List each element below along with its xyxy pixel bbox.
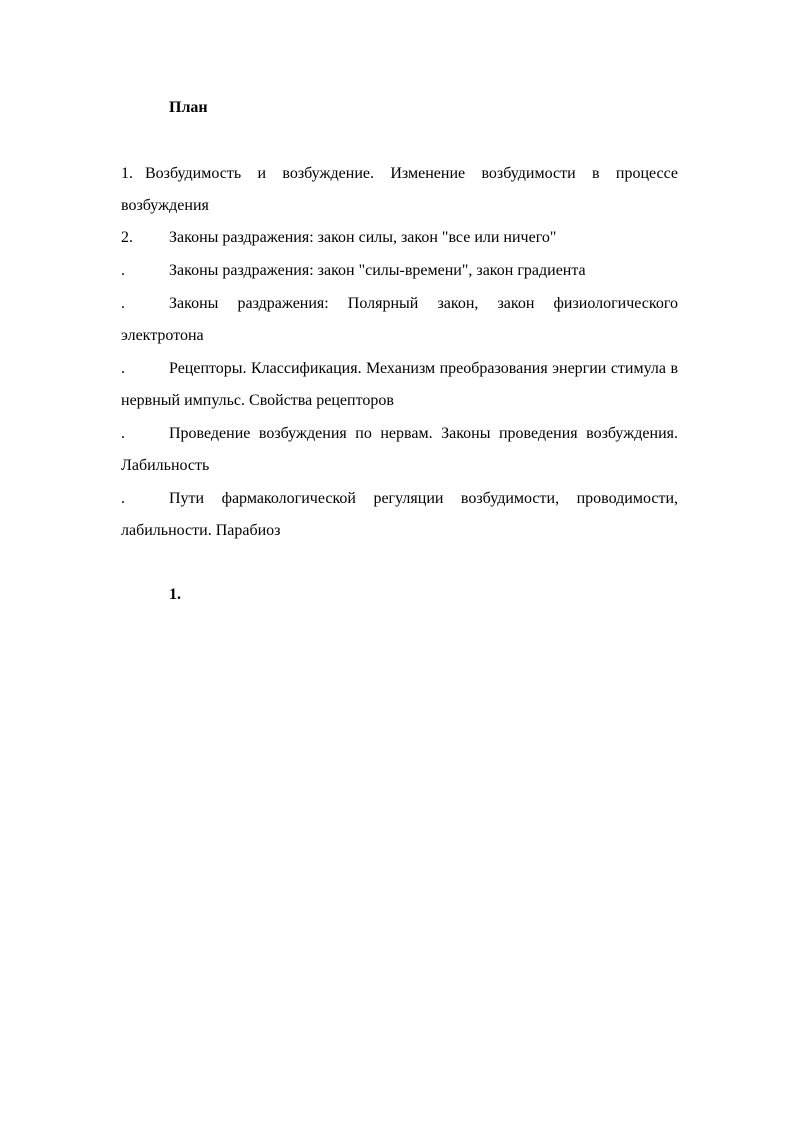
plan-item-text: Возбудимость и возбуждение. Изменение возбудимости в процессе возбуждения [121,165,678,214]
plan-item-5 [121,353,678,417]
plan-item-number: . [121,360,125,377]
plan-item-text: Законы раздражения: Полярный закон, закон физиологического электротона [121,295,678,344]
plan-item-number: 2. [121,229,133,246]
plan-item-number: 1. [121,165,133,182]
plan-item-text: Рецепторы. Классификация. Механизм преобразования энергии стимула в нервный импульс. Свойства рецепторов [121,360,678,409]
plan-item-1 [121,158,678,222]
plan-item-2 [121,222,678,254]
plan-item-text: Законы раздражения: закон силы, закон "все или ничего" [169,229,557,246]
plan-item-number: . [121,425,125,442]
plan-item-4 [121,288,678,352]
plan-item-text: Проведение возбуждения по нервам. Законы проведения возбуждения. Лабильность [121,425,678,474]
plan-item-7 [121,483,678,547]
plan-item-text: Пути фармакологической регуляции возбудимости, проводимости, лабильности. Парабиоз [121,490,678,539]
section-heading: 1. [169,586,181,603]
plan-item-number: . [121,490,125,507]
plan-title: План [169,99,208,116]
plan-item-number: . [121,262,125,279]
plan-item-6 [121,418,678,482]
plan-item-number: . [121,295,125,312]
plan-item-text: Законы раздражения: закон "силы-времени", закон градиента [169,262,586,279]
plan-item-3 [121,255,678,287]
